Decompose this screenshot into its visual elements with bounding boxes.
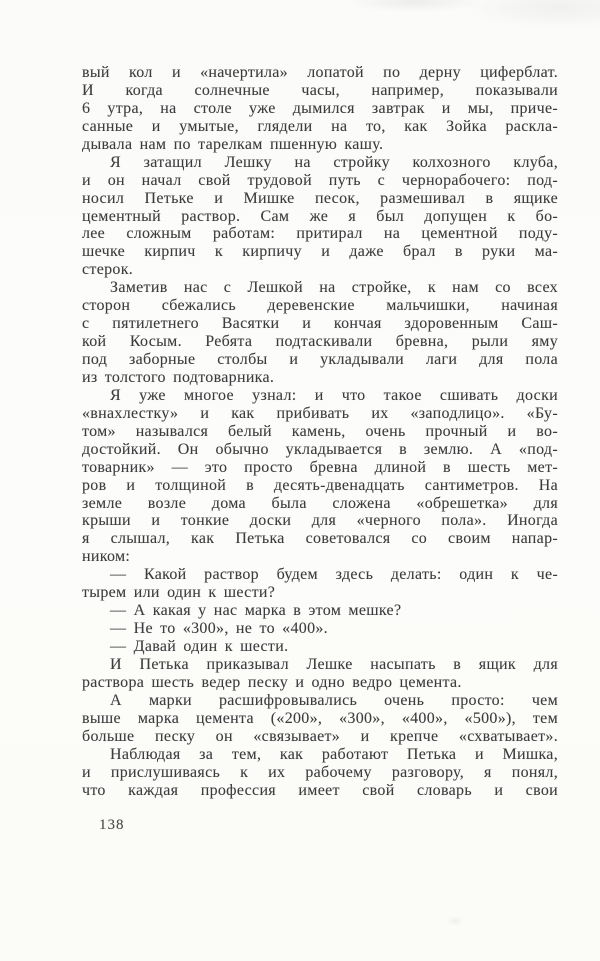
text-line: земле возле дома была сложена «обрешетка» для: [82, 494, 558, 512]
text-line: и он начал свой трудовой путь с чернорабочего: под-: [82, 171, 558, 189]
text-line: раствора шесть ведер песку и одно ведро цемента.: [82, 673, 462, 691]
text-line: цементный раствор. Сам же я был допущен к бо-: [82, 207, 558, 225]
text-line: товарник» — это просто бревна длиной в шесть мет-: [82, 458, 558, 476]
text-line: Я затащил Лешку на стройку колхозного клуба,: [110, 153, 558, 171]
page-number: 138: [99, 817, 125, 833]
text-line: «внахлестку» и как прибивать их «заподлицо». «Бу-: [82, 404, 558, 422]
text-line: ров и толщиной в десять-двенадцать сантиметров. На: [82, 476, 558, 494]
text-line: носил Петьке и Мишке песок, размешивал в ящике: [82, 189, 558, 207]
text-line: И когда солнечные часы, например, показывали: [82, 81, 558, 99]
text-line: больше песку он «связывает» и крепче «схватывает».: [82, 727, 558, 745]
text-line: И Петька приказывал Лешке насыпать в ящик для: [110, 655, 558, 673]
text-line: кой Косым. Ребята подтаскивали бревна, рыли яму: [82, 333, 558, 351]
text-line: стерок.: [82, 261, 134, 279]
text-line: ником:: [82, 548, 131, 566]
text-line: лее сложным работам: притирал на цементной поду-: [82, 225, 558, 243]
text-line: санные и умытые, глядели на то, как Зойка раскла-: [82, 117, 558, 135]
text-line: том» назывался белый камень, очень прочный и во-: [82, 422, 558, 440]
text-line: А марки расшифровывались очень просто: чем: [110, 691, 558, 709]
text-line: из толстого подтоварника.: [82, 368, 275, 386]
text-line: под заборные столбы и укладывали лаги для пола: [82, 351, 558, 368]
text-line: 6 утра, на столе уже дымился завтрак и мы, приче-: [82, 99, 558, 117]
text-line: сторон сбежались деревенские мальчишки, начиная: [82, 297, 558, 315]
text-line: я слышал, как Петька советовался со своим напар-: [82, 530, 558, 548]
text-line: Заметив нас с Лешкой на стройке, к нам со всех: [110, 279, 558, 297]
text-line: Наблюдая за тем, как работают Петька и Мишка,: [110, 745, 558, 763]
text-line: с пятилетнего Васятки и кончая здоровенным Саш-: [82, 315, 558, 333]
text-line: — Давай один к шести.: [110, 638, 289, 655]
text-line: достойкий. Он обычно укладывается в землю. А «под-: [82, 440, 558, 458]
text-line: — Не то «300», не то «400».: [110, 620, 328, 638]
text-line: вый кол и «начертила» лопатой по дерну циферблат.: [82, 64, 558, 81]
text-line: Я уже многое узнал: и что такое сшивать доски: [110, 386, 558, 404]
text-line: — А какая у нас марка в этом мешке?: [110, 602, 402, 620]
text-line: тырем или один к шести?: [82, 584, 276, 602]
text-line: шечке кирпич к кирпичу и даже брал в руки ма-: [82, 243, 558, 261]
text-line: выше марка цемента («200», «300», «400», «500»), тем: [82, 709, 558, 727]
text-line: — Какой раствор будем здесь делать: один к че-: [110, 566, 558, 584]
text-line: крыши и тонкие доски для «черного пола». Иногда: [82, 512, 558, 530]
body-text: [82, 64, 558, 799]
text-line: что каждая профессия имеет свой словарь и свои: [82, 781, 558, 799]
text-line: дывала нам по тарелкам пшенную кашу.: [82, 135, 384, 153]
text-line: и прислушиваясь к их рабочему разговору, я понял,: [82, 763, 558, 781]
